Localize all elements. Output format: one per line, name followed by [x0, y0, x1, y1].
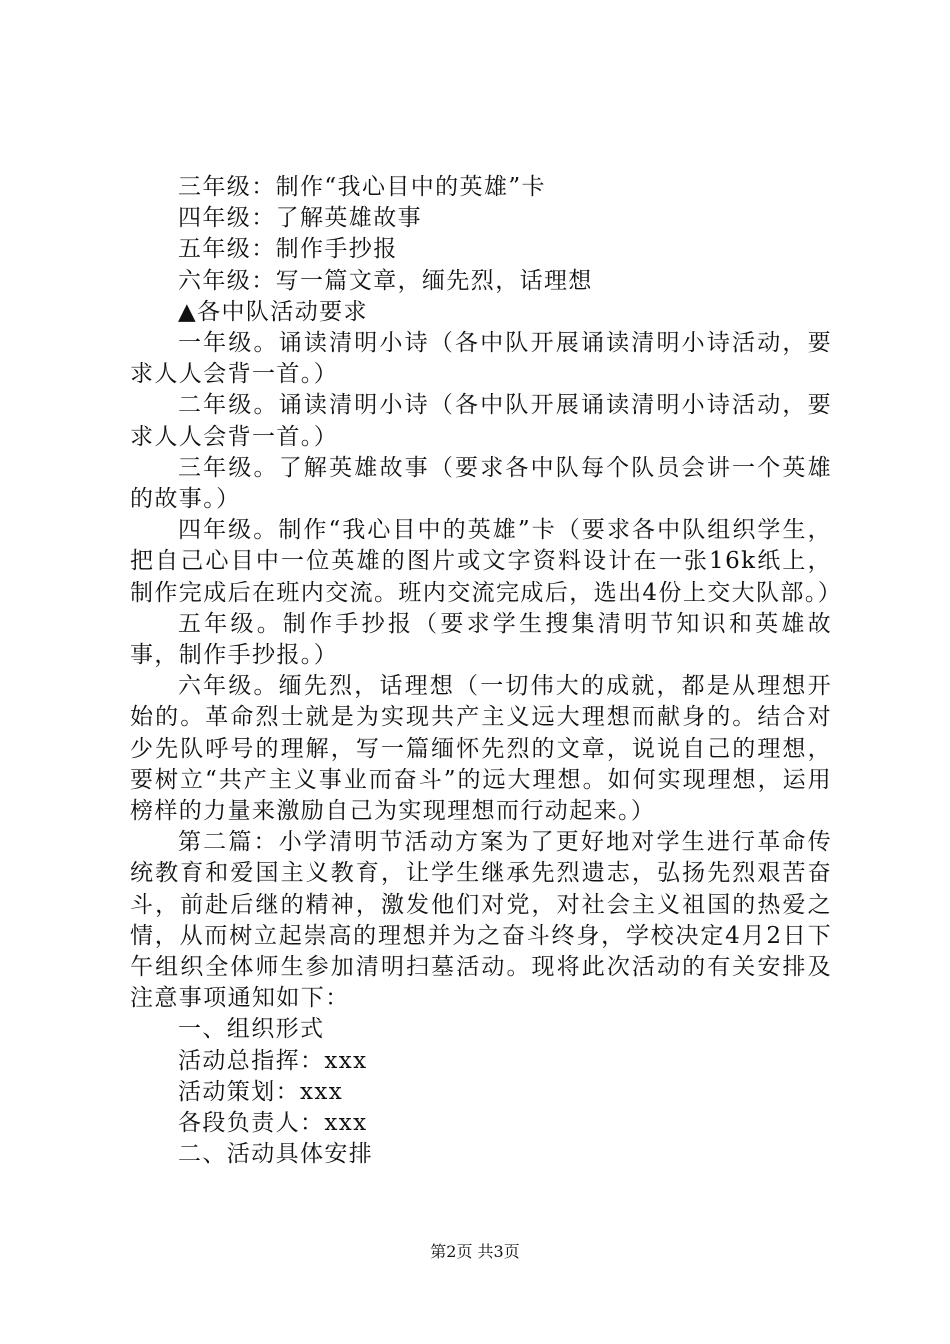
- section-heading-organization: 一、组织形式: [178, 1016, 325, 1043]
- paragraph-second-plan-intro: 第二篇：小学清明节活动方案为了更好地对学生进行革命传统教育和爱国主义教育，让学生继承先烈遗志，弘扬先烈艰苦奋斗，前赴后继的精神，激发他们对党，对社会主义祖国的热爱之情，从而树立起崇高的理想并为之奋斗终身，学校决定4月2日下午组织全体师生参加清明扫墓活动。现将此次活动的有关安排及注意事项通知如下：: [130, 829, 832, 1012]
- paragraph-grade1-requirement: 一年级。诵读清明小诗（各中队开展诵读清明小诗活动，要求人人会背一首。）: [130, 330, 832, 388]
- paragraph-grade3-requirement: 三年级。了解英雄故事（要求各中队每个队员会讲一个英雄的故事。）: [130, 454, 832, 513]
- paragraph-grade5-task: 五年级：制作手抄报: [178, 236, 398, 263]
- document-body: [130, 172, 843, 1171]
- page-number-footer: 第2页 共3页: [430, 1242, 520, 1261]
- section-heading-arrangement: 二、活动具体安排: [178, 1141, 374, 1168]
- section-heading-squad-requirements: ▲各中队活动要求: [178, 298, 368, 325]
- paragraph-grade3-task: 三年级：制作“我心目中的英雄”卡: [178, 174, 546, 200]
- paragraph-grade4-task: 四年级：了解英雄故事: [178, 205, 422, 232]
- paragraph-grade6-task: 六年级：写一篇文章，缅先烈，话理想: [178, 267, 593, 294]
- paragraph-grade6-requirement: 六年级。缅先烈，话理想（一切伟大的成就，都是从理想开始的。革命烈士就是为实现共产主义远大理想而献身的。结合对少先队呼号的理解，写一篇缅怀先烈的文章，说说自己的理想，要树立“共产主义事业而奋斗”的远大理想。如何实现理想，运用榜样的力量来激励自己为实现理想而行动起来。）: [130, 673, 832, 825]
- paragraph-grade2-requirement: 二年级。诵读清明小诗（各中队开展诵读清明小诗活动，要求人人会背一首。）: [130, 392, 832, 450]
- paragraph-grade5-requirement: 五年级。制作手抄报（要求学生搜集清明节知识和英雄故事，制作手抄报。）: [130, 610, 832, 669]
- paragraph-commander: 活动总指挥：xxx: [178, 1047, 368, 1074]
- paragraph-grade4-requirement: 四年级。制作“我心目中的英雄”卡（要求各中队组织学生，把自己心目中一位英雄的图片或文字资料设计在一张16k纸上，制作完成后在班内交流。班内交流完成后，选出4份上交大队部。）: [130, 517, 843, 606]
- paragraph-planner: 活动策划：xxx: [178, 1078, 344, 1105]
- paragraph-section-leaders: 各段负责人：xxx: [178, 1110, 368, 1137]
